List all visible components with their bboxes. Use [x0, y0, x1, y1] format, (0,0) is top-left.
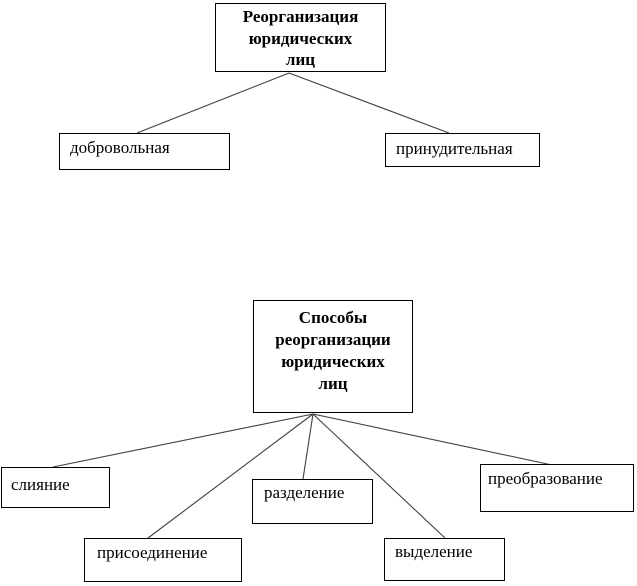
- node-label: разделение: [264, 483, 345, 502]
- node-merger: [1, 467, 110, 508]
- connector-sposoby-preobrazovanie: [313, 414, 552, 465]
- connector-reorg-dobrovolnaya: [137, 73, 289, 133]
- node-label: слияние: [11, 475, 70, 494]
- node-title-line: Способы: [298, 308, 368, 327]
- node-compulsory: [385, 133, 540, 167]
- node-accession: [84, 538, 242, 582]
- node-title-line: Реорганизация: [242, 7, 359, 26]
- node-reorganization-root: [215, 3, 386, 72]
- node-title-line: юридических: [281, 352, 385, 371]
- node-label: присоединение: [97, 543, 208, 562]
- node-separation: [384, 538, 505, 581]
- node-label: добровольная: [70, 138, 170, 157]
- node-voluntary: [59, 133, 230, 170]
- node-title-line: лиц: [318, 374, 348, 393]
- node-division: [252, 479, 373, 524]
- node-title-line: лиц: [285, 50, 316, 69]
- node-label: преобразование: [488, 469, 603, 488]
- node-label: выделение: [395, 542, 473, 561]
- node-methods-root: [253, 300, 413, 413]
- connector-reorg-prinuditelnaya: [289, 73, 449, 133]
- connector-sposoby-sliyanie: [53, 414, 313, 467]
- node-title-line: реорганизации: [275, 330, 391, 349]
- connector-sposoby-razdelenie: [303, 414, 313, 479]
- node-title-line: юридических: [248, 28, 353, 48]
- node-label: принудительная: [396, 139, 513, 158]
- node-transformation: [480, 464, 634, 512]
